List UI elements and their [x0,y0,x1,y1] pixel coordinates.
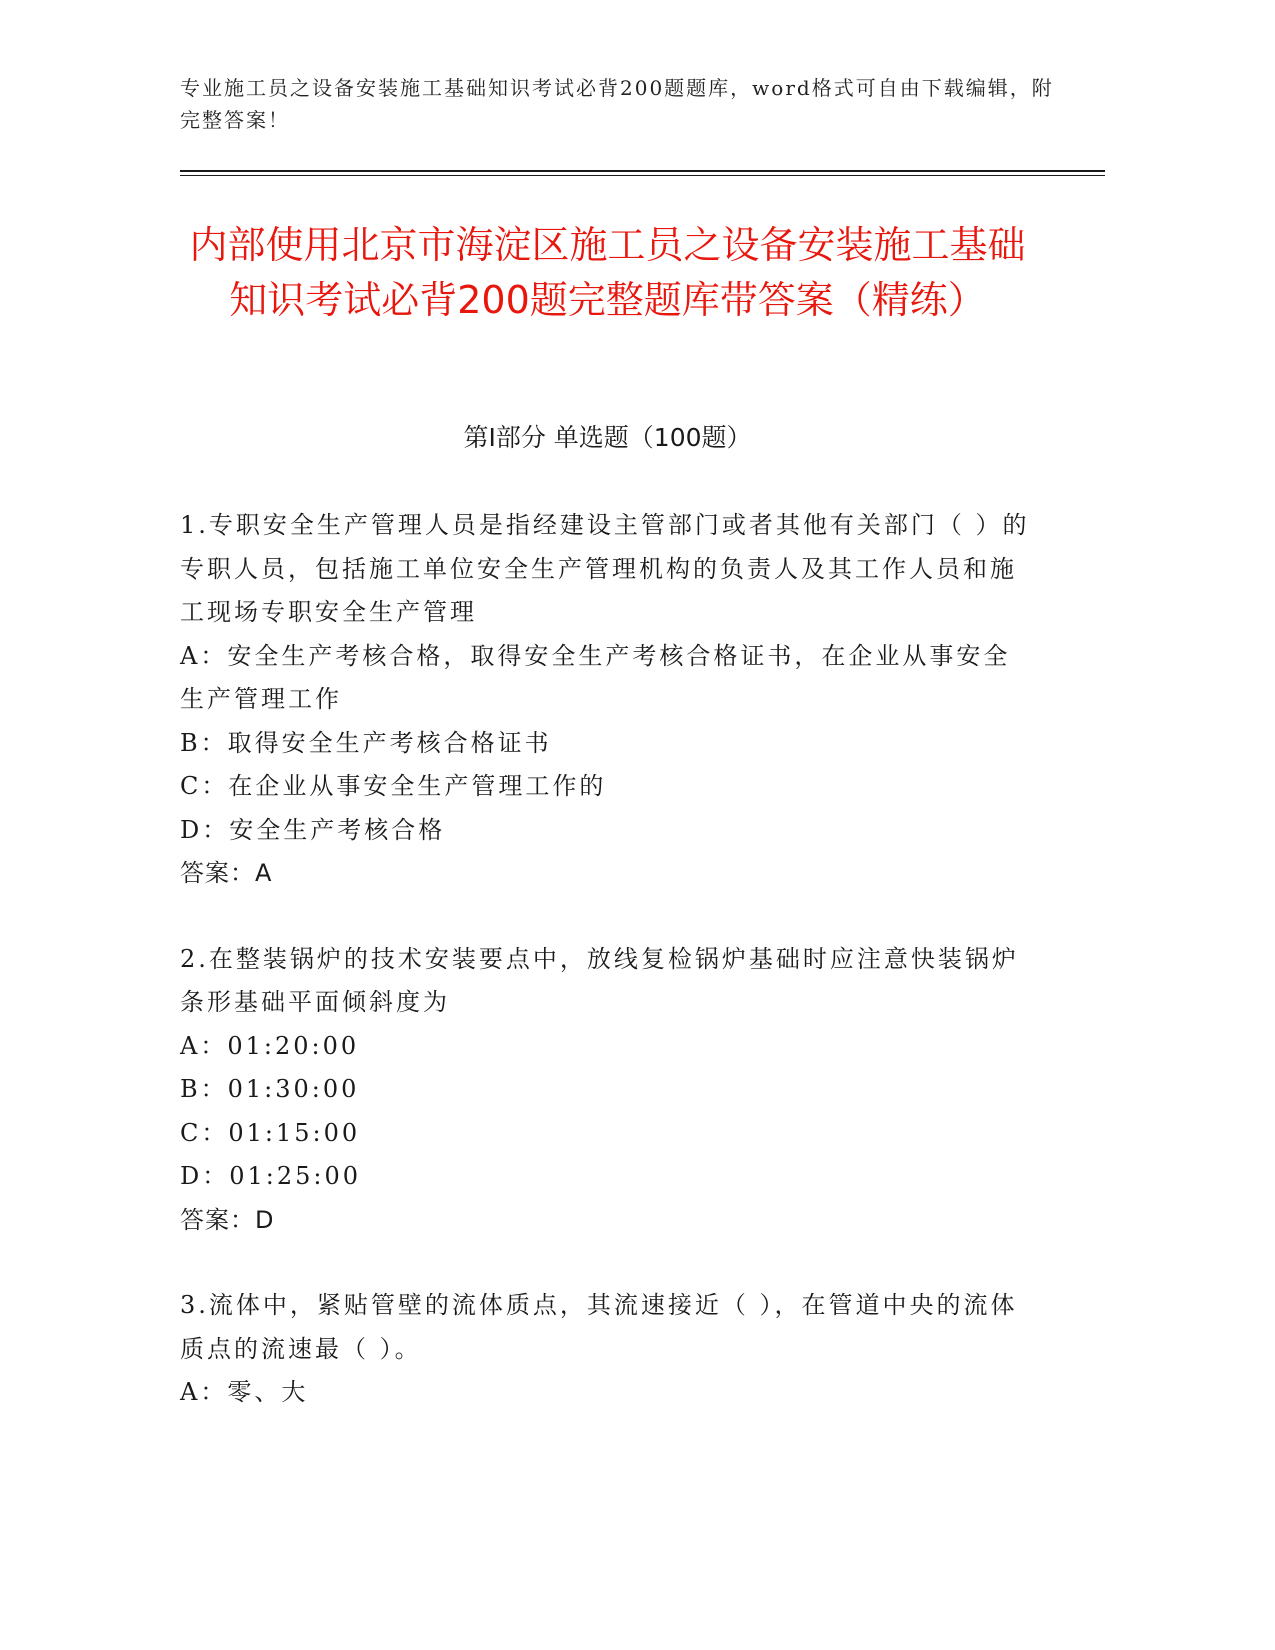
header-rule-thin [180,175,1105,176]
answer: 答案：A [180,859,273,887]
option-d: D：01:25:00 [180,1162,362,1190]
option-c: C：在企业从事安全生产管理工作的 [180,772,607,800]
header-note: 专业施工员之设备安装施工基础知识考试必背200题题库，word格式可自由下载编辑，附完整答案！ [180,76,1054,132]
option-d: D：安全生产考核合格 [180,815,446,844]
answer: 答案：D [180,1205,275,1234]
question-3 [180,1284,1030,1415]
question-text: 2.在整装锅炉的技术安装要点中，放线复检锅炉基础时应注意快装锅炉条形基础平面倾斜度为 [180,944,1019,1016]
section-title: 第Ⅰ部分 单选题（100题） [463,423,752,452]
option-a: A：01:20:00 [180,1031,360,1060]
option-c: C：01:15:00 [180,1118,361,1147]
option-a: A：零、大 [180,1378,309,1406]
question-2 [180,938,1030,1243]
option-b: B：01:30:00 [180,1075,360,1103]
question-text: 1.专职安全生产管理人员是指经建设主管部门或者其他有关部门（ ）的专职人员，包括施工单位安全生产管理机构的负责人及其工作人员和施工现场专职安全生产管理 [180,511,1030,626]
question-text: 3.流体中，紧贴管壁的流体质点，其流速接近（ ），在管道中央的流体质点的流速最（ ）。 [180,1291,1018,1363]
question-1 [180,504,1030,896]
option-a: A：安全生产考核合格，取得安全生产考核合格证书，在企业从事安全生产管理工作 [180,641,1011,713]
document-title: 内部使用北京市海淀区施工员之设备安装施工基础知识考试必背200题完整题库带答案（精练） [189,223,1026,322]
header-rule-thick [180,170,1105,172]
option-b: B：取得安全生产考核合格证书 [180,728,552,757]
question-list [180,504,1030,1457]
